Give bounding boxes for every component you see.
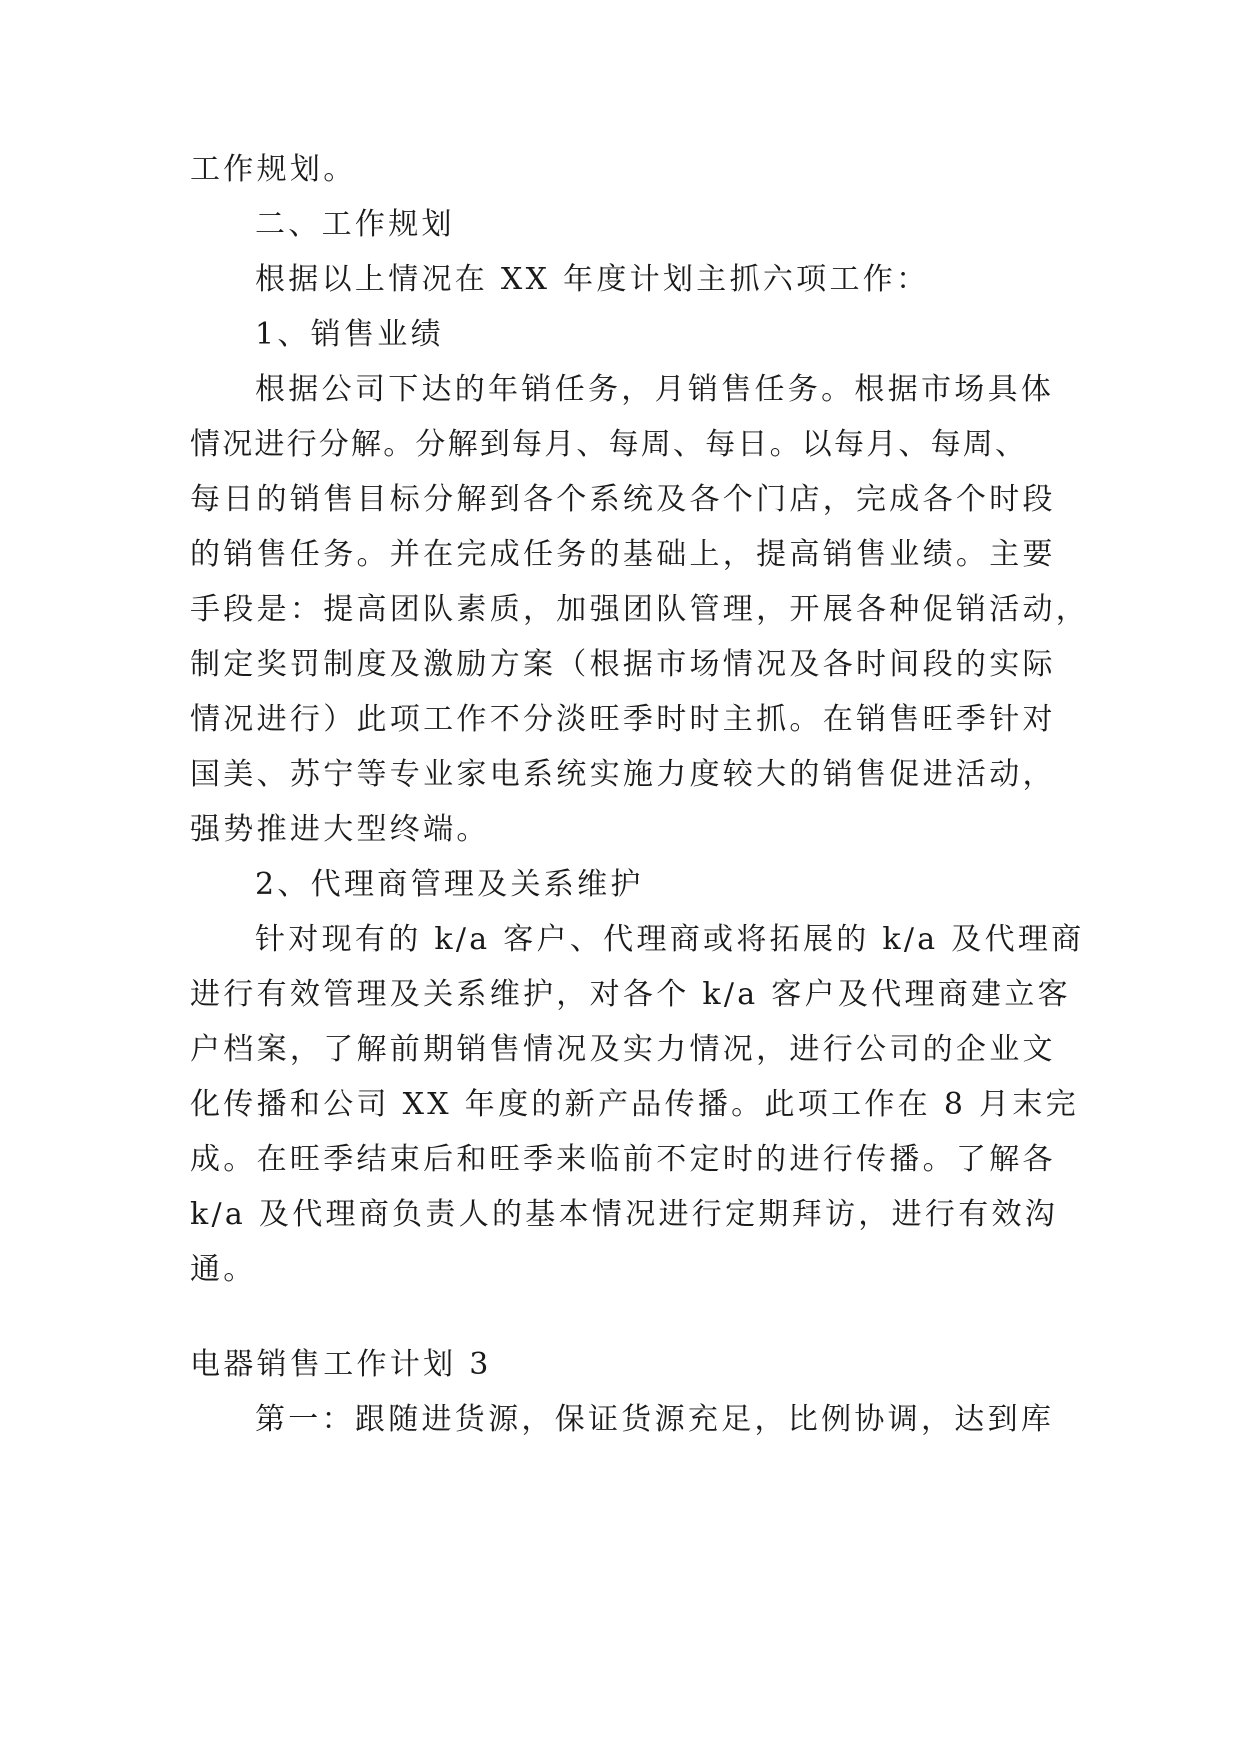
paragraph-line: 情况进行分解。分解到每月、每周、每日。以每月、每周、: [190, 427, 1028, 462]
subsection-heading: 1、销售业绩: [255, 317, 444, 352]
paragraph-line: 的销售任务。并在完成任务的基础上，提高销售业绩。主要: [190, 537, 1056, 572]
paragraph-line: 制定奖罚制度及激励方案（根据市场情况及各时间段的实际: [190, 647, 1056, 682]
paragraph-line: 化传播和公司 XX 年度的新产品传播。此项工作在 8 月末完: [190, 1087, 1079, 1122]
paragraph-line: 第一：跟随进货源，保证货源充足，比例协调，达到库: [255, 1402, 1055, 1437]
paragraph-line: 进行有效管理及关系维护，对各个 k/a 客户及代理商建立客: [190, 977, 1071, 1012]
paragraph-line: 每日的销售目标分解到各个系统及各个门店，完成各个时段: [190, 482, 1056, 517]
paragraph-line: 手段是：提高团队素质，加强团队管理，开展各种促销活动，: [190, 592, 1090, 627]
paragraph-line: 成。在旺季结束后和旺季来临前不定时的进行传播。了解各: [190, 1142, 1056, 1177]
paragraph-line: 通。: [190, 1252, 257, 1287]
paragraph-line: 工作规划。: [190, 152, 357, 187]
paragraph-line: 强势推进大型终端。: [190, 812, 490, 847]
paragraph-line: 根据以上情况在 XX 年度计划主抓六项工作：: [255, 262, 930, 297]
paragraph-line: 情况进行）此项工作不分淡旺季时时主抓。在销售旺季针对: [190, 702, 1056, 737]
document-title: 电器销售工作计划 3: [190, 1347, 492, 1382]
section-heading: 二、工作规划: [255, 207, 455, 242]
paragraph-line: 国美、苏宁等专业家电系统实施力度较大的销售促进活动，: [190, 757, 1056, 792]
subsection-heading: 2、代理商管理及关系维护: [255, 867, 644, 902]
paragraph-line: k/a 及代理商负责人的基本情况进行定期拜访，进行有效沟: [190, 1197, 1059, 1232]
paragraph-line: 根据公司下达的年销任务，月销售任务。根据市场具体: [255, 372, 1055, 407]
paragraph-line: 针对现有的 k/a 客户、代理商或将拓展的 k/a 及代理商: [255, 922, 1085, 957]
paragraph-line: 户档案，了解前期销售情况及实力情况，进行公司的企业文: [190, 1032, 1056, 1067]
